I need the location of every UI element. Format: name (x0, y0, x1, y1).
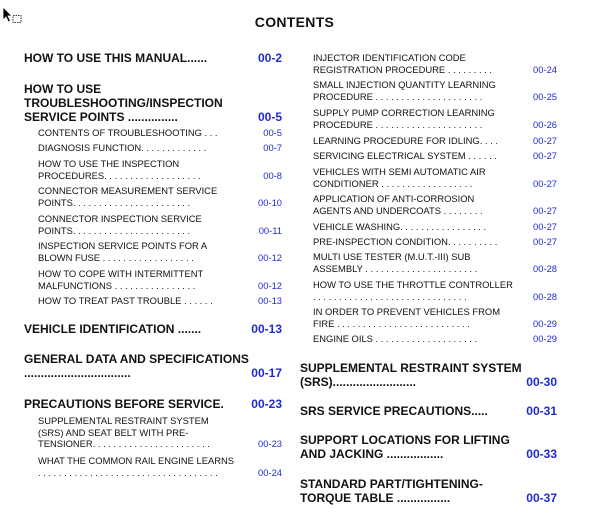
toc-entry-how-to-use-manual[interactable]: HOW TO USE THIS MANUAL...... 00-2 (24, 51, 282, 65)
page-number[interactable]: 00-7 (263, 142, 282, 153)
toc-entry-prevent-fire[interactable]: IN ORDER TO PREVENT VEHICLES FROM FIRE . . . . . . . . . . . . . . . . . . . . . . . . . . 00-29 (313, 306, 557, 329)
page-number[interactable]: 00-23 (258, 438, 282, 449)
toc-entry-mut-iii[interactable]: MULTI USE TESTER (M.U.T.-III) SUB ASSEMBLY . . . . . . . . . . . . . . . . . . . . . . 00-28 (313, 251, 557, 274)
toc-entry-supply-pump[interactable]: SUPPLY PUMP CORRECTION LEARNING PROCEDURE . . . . . . . . . . . . . . . . . . . . . 00-26 (313, 107, 557, 130)
toc-entry-connector-inspection[interactable]: CONNECTOR INSPECTION SERVICE POINTS. . . . . . . . . . . . . . . . . . . . . . . 00-11 (38, 213, 282, 236)
toc-entry-standard-part-torque[interactable]: STANDARD PART/TIGHTENING- TORQUE TABLE ................ 00-37 (300, 477, 557, 505)
page-number[interactable]: 00-37 (526, 491, 557, 505)
page-number[interactable]: 00-27 (533, 221, 557, 232)
page-number[interactable]: 00-28 (533, 262, 557, 274)
toc-entry-precautions-before-service[interactable]: PRECAUTIONS BEFORE SERVICE. 00-23 (24, 397, 282, 411)
page-number[interactable]: 00-12 (258, 279, 282, 291)
toc-entry-srs[interactable]: SUPPLEMENTAL RESTRAINT SYSTEM (SRS)......................... 00-30 (300, 361, 557, 389)
page-number[interactable]: 00-10 (258, 196, 282, 208)
page-number[interactable]: 00-33 (526, 447, 557, 461)
page-number[interactable]: 00-28 (533, 290, 557, 302)
toc-entry-srs-seat-belt[interactable]: SUPPLEMENTAL RESTRAINT SYSTEM (SRS) AND SEAT BELT WITH PRE- TENSIONER. . . . . . . . . . . . . . . . . . . . . . . 00-23 (38, 415, 282, 449)
toc-entry-vehicle-identification[interactable]: VEHICLE IDENTIFICATION ....... 00-13 (24, 322, 282, 336)
page-number[interactable]: 00-27 (533, 236, 557, 247)
page-number[interactable]: 00-27 (533, 150, 557, 161)
toc-entry-intermittent-malfunctions[interactable]: HOW TO COPE WITH INTERMITTENT MALFUNCTIONS . . . . . . . . . . . . . . . . 00-12 (38, 268, 282, 291)
page-number[interactable]: 00-27 (533, 135, 557, 146)
page-number[interactable]: 00-26 (533, 118, 557, 130)
toc-entry-troubleshooting-inspection[interactable]: HOW TO USE TROUBLESHOOTING/INSPECTION SERVICE POINTS ............... 00-5 (24, 82, 282, 124)
page-number[interactable]: 00-8 (263, 169, 282, 181)
page-number[interactable]: 00-29 (533, 333, 557, 344)
page-number[interactable]: 00-5 (257, 110, 282, 124)
toc-entry-small-injection[interactable]: SMALL INJECTION QUANTITY LEARNING PROCEDURE . . . . . . . . . . . . . . . . . . . . . 00-25 (313, 79, 557, 102)
toc-entry-connector-measurement[interactable]: CONNECTOR MEASUREMENT SERVICE POINTS. . . . . . . . . . . . . . . . . . . . . . . 00-10 (38, 185, 282, 208)
toc-entry-inspection-procedures[interactable]: HOW TO USE THE INSPECTION PROCEDURES. . . . . . . . . . . . . . . . . . . 00-8 (38, 158, 282, 181)
toc-entry-srs-service-precautions[interactable]: SRS SERVICE PRECAUTIONS..... 00-31 (300, 404, 557, 418)
page-number[interactable]: 00-24 (258, 466, 282, 478)
page-number[interactable]: 00-5 (263, 127, 282, 138)
toc-entry-common-rail-learns[interactable]: WHAT THE COMMON RAIL ENGINE LEARNS . . . . . . . . . . . . . . . . . . . . . . . . . . . . . . . . . . . 00-24 (38, 455, 282, 478)
page-number[interactable]: 00-30 (526, 375, 557, 389)
page-number[interactable]: 00-12 (258, 251, 282, 263)
toc-entry-electrical-system[interactable]: SERVICING ELECTRICAL SYSTEM . . . . . . 00-27 (313, 150, 557, 161)
page-number[interactable]: 00-29 (533, 317, 557, 329)
toc-entry-general-data[interactable]: GENERAL DATA AND SPECIFICATIONS ................................ 00-17 (24, 352, 282, 380)
page-title: CONTENTS (254, 14, 335, 30)
page-number[interactable]: 00-31 (526, 404, 557, 418)
toc-entry-throttle-controller[interactable]: HOW TO USE THE THROTTLE CONTROLLER . . . . . . . . . . . . . . . . . . . . . . . . . . . . . . 00-28 (313, 279, 557, 302)
toc-entry-past-trouble[interactable]: HOW TO TREAT PAST TROUBLE . . . . . . 00-13 (38, 295, 282, 306)
toc-entry-blown-fuse[interactable]: INSPECTION SERVICE POINTS FOR A BLOWN FUSE . . . . . . . . . . . . . . . . . . 00-12 (38, 240, 282, 263)
toc-entry-semi-auto-ac[interactable]: VEHICLES WITH SEMI AUTOMATIC AIR CONDITIONER . . . . . . . . . . . . . . . . . . 00-27 (313, 166, 557, 189)
page-number[interactable]: 00-13 (251, 322, 282, 336)
page-number[interactable]: 00-25 (533, 90, 557, 102)
toc-entry-diagnosis-function[interactable]: DIAGNOSIS FUNCTION. . . . . . . . . . . . . 00-7 (38, 142, 282, 153)
page-number[interactable]: 00-13 (258, 295, 282, 306)
toc-entry-injector-identification[interactable]: INJECTOR IDENTIFICATION CODE REGISTRATION PROCEDURE . . . . . . . . . 00-24 (313, 52, 557, 75)
page-number[interactable]: 00-23 (251, 397, 282, 411)
page-number[interactable]: 00-27 (533, 204, 557, 216)
toc-entry-engine-oils[interactable]: ENGINE OILS . . . . . . . . . . . . . . . . . . . . 00-29 (313, 333, 557, 344)
page-number[interactable]: 00-17 (251, 366, 282, 380)
page-number[interactable]: 00-27 (533, 177, 557, 189)
page-number[interactable]: 00-11 (258, 224, 282, 236)
toc-entry-anti-corrosion[interactable]: APPLICATION OF ANTI-CORROSION AGENTS AND UNDERCOATS . . . . . . . . 00-27 (313, 193, 557, 216)
toc-entry-contents-of-troubleshooting[interactable]: CONTENTS OF TROUBLESHOOTING . . . 00-5 (38, 127, 282, 138)
toc-entry-pre-inspection[interactable]: PRE-INSPECTION CONDITION. . . . . . . . . . 00-27 (313, 236, 557, 247)
toc-entry-support-locations[interactable]: SUPPORT LOCATIONS FOR LIFTING AND JACKING ................. 00-33 (300, 433, 557, 461)
toc-entry-learning-idling[interactable]: LEARNING PROCEDURE FOR IDLING. . . . 00-27 (313, 135, 557, 146)
page-number[interactable]: 00-2 (257, 51, 282, 65)
toc-entry-vehicle-washing[interactable]: VEHICLE WASHING. . . . . . . . . . . . . . . . . 00-27 (313, 221, 557, 232)
page-number[interactable]: 00-24 (533, 63, 557, 75)
